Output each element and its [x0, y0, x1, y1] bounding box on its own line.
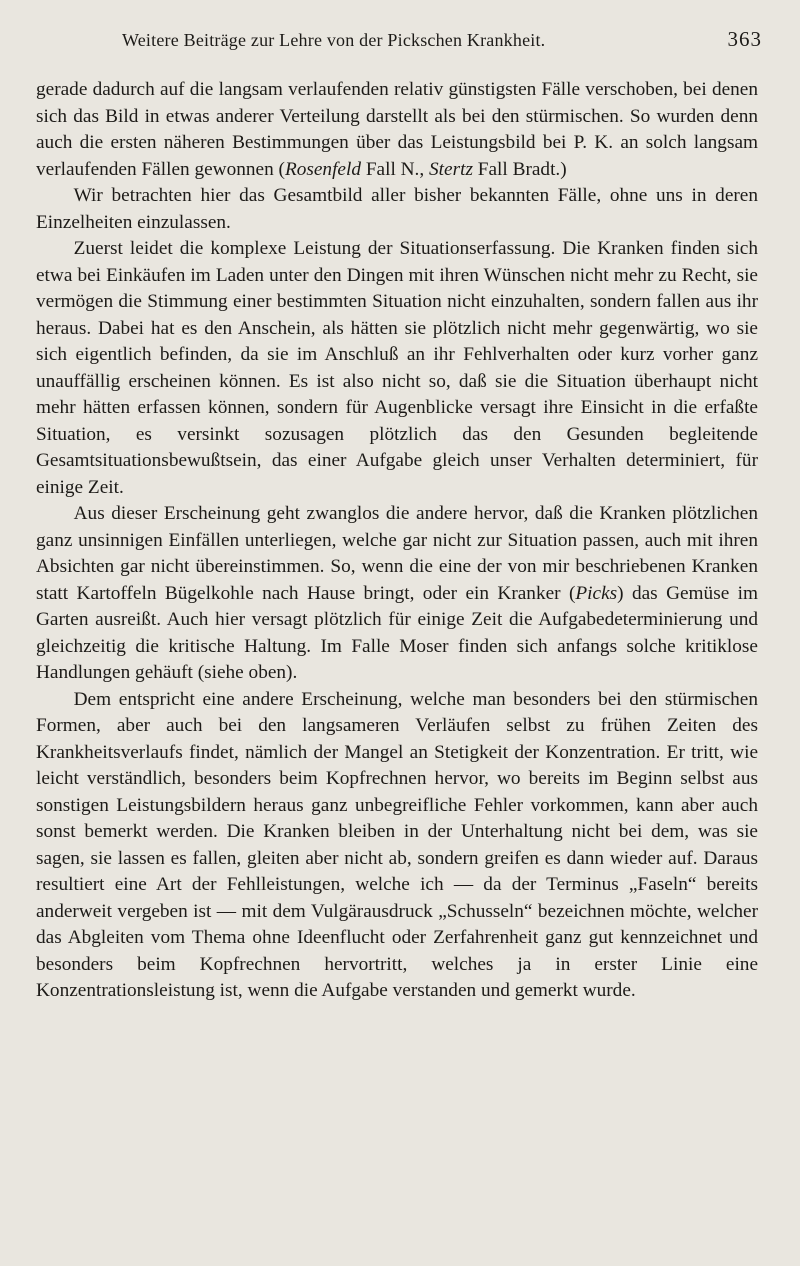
paragraph: [36, 687, 758, 1005]
paragraph: [36, 183, 758, 236]
cited-author: Picks: [575, 582, 618, 604]
text-run: Zuerst leidet die komplexe Leistung der Situationserfassung. Die Kranken finden sich etwa bei Einkäufen im Laden unter den Dingen mit ihren Wünschen nicht mehr zu Recht, sie vermögen die Stimmung einer bestimmten Situation nicht einzuhalten, sondern fallen aus ihr heraus. Dabei hat es den Anschein, als hätten sie plötzlich nicht mehr gegenwärtig, wo sie sich eigentlich befinden, da sie im Anschluß an ihr Fehlverhalten oder kurz vorher ganz unauffällig erscheinen können. Es ist also nicht so, daß sie die Situation überhaupt nicht mehr hätten erfassen können, sondern für Augenblicke versagt ihre Einsicht in die erfaßte Situation, es versinkt sozusagen plötzlich das den Gesunden begleitende Gesamtsituationsbewußtsein, das einer Aufgabe gleich unser Verhalten determiniert, für einige Zeit.: [36, 238, 758, 498]
cited-author: Stertz: [429, 158, 473, 180]
paragraph: [36, 236, 758, 501]
running-title: Weitere Beiträge zur Lehre von der Pickschen Krankheit.: [122, 30, 546, 50]
page-header: [36, 27, 762, 60]
paragraph: [36, 501, 758, 687]
text-run: Fall Bradt.): [472, 158, 567, 180]
paragraph: [36, 77, 758, 183]
text-run: Wir betrachten hier das Gesamtbild aller bisher bekannten Fälle, ohne uns in deren Einzelheiten einzulassen.: [36, 185, 758, 233]
text-run: Dem entspricht eine andere Erscheinung, welche man besonders bei den stürmischen Formen, aber auch bei den langsameren Verläufen selbst zu frühen Zeiten des Krankheitsverlaufs findet, nämlich der Mangel an Stetigkeit der Konzentration. Er tritt, wie leicht verständlich, besonders beim Kopfrechnen hervor, wo bereits im Beginn selbst aus sonstigen Leistungsbildern heraus ganz unbegreifliche Fehler vorkommen, kann aber auch sonst bemerkt werden. Die Kranken bleiben in der Unterhaltung nicht bei dem, was sie sagen, sie lassen es fallen, gleiten aber nicht ab, sondern greifen es dann wieder auf. Daraus resultiert eine Art der Fehlleistungen, welche ich — da der Terminus „Faseln“ bereits anderweit vergeben ist — mit dem Vulgärausdruck „Schusseln“ bezeichnen möchte, welcher das Abgleiten vom Thema ohne Ideenflucht oder Zerfahrenheit ganz gut kennzeichnet und besonders beim Kopfrechnen hervortritt, welches ja in erster Linie eine Konzentrationsleistung ist, wenn die Aufgabe verstanden und gemerkt wurde.: [36, 688, 758, 1001]
cited-author: Rosenfeld: [284, 158, 361, 180]
text-run: Aus dieser Erscheinung geht zwanglos die andere hervor, daß die Kranken plötzlichen ganz unsinnigen Einfällen unterliegen, welche gar nicht zur Situation passen, auch mit ihren Absichten gar nicht übereinstimmen. So, wenn die eine der von mir beschriebenen Kranken statt Kartoffeln Bügelkohle nach Hause bringt, oder ein Kranker (: [36, 503, 758, 604]
text-run: ) das Gemüse im Garten ausreißt. Auch hier versagt plötzlich für einige Zeit die Aufgabedeterminierung und gleichzeitig die kritische Haltung. Im Falle Moser finden sich anfangs solche kritiklose Handlungen gehäuft (siehe oben).: [36, 582, 758, 683]
text-run: gerade dadurch auf die langsam verlaufenden relativ günstigsten Fälle verschoben, bei denen sich das Bild in etwas anderer Verteilung darstellt als bei den stürmischen. So wurden denn auch die ersten näheren Bestimmungen über das Leistungsbild bei P. K. an solch langsam verlaufenden Fällen gewonnen (: [36, 79, 758, 180]
page-number: 363: [727, 27, 762, 51]
body-text: [36, 77, 758, 1005]
text-run: Fall N.,: [361, 158, 430, 180]
